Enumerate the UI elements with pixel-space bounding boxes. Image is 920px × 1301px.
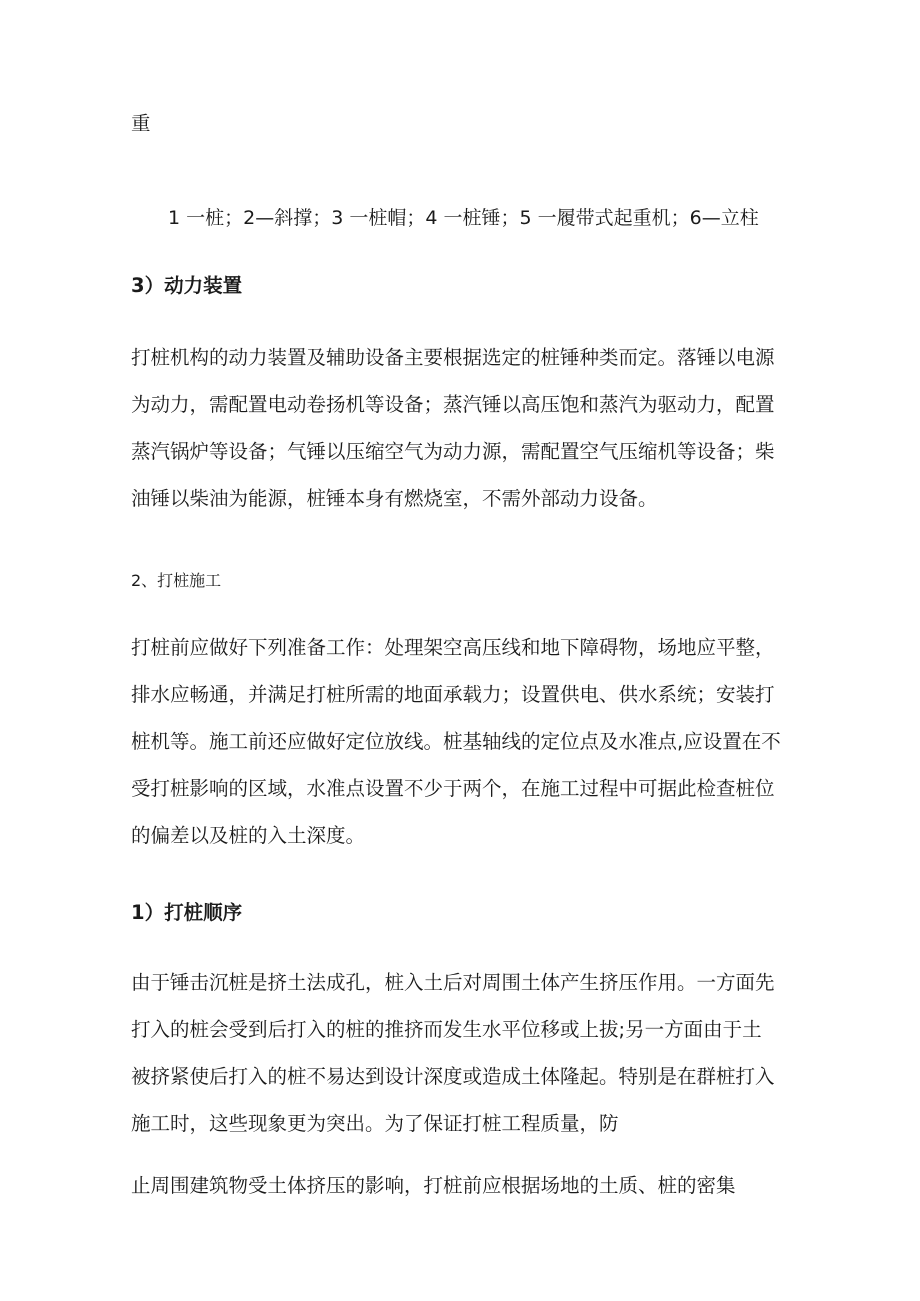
paragraph-line: 为动力，需配置电动卷扬机等设备；蒸汽锤以高压饱和蒸汽为驱动力，配置 bbox=[131, 393, 775, 416]
paragraph-line: 止周围建筑物受土体挤压的影响，打桩前应根据场地的土质、桩的密集 bbox=[131, 1174, 736, 1197]
paragraph-line: 排水应畅通，并满足打桩所需的地面承载力；设置供电、供水系统；安装打 bbox=[131, 683, 775, 706]
paragraph-line: 桩机等。施工前还应做好定位放线。桩基轴线的定位点及水准点,应设置在不 bbox=[131, 730, 781, 753]
text-fragment: 重 bbox=[131, 112, 151, 135]
paragraph-line: 受打桩影响的区域，水准点设置不少于两个，在施工过程中可据此检查桩位 bbox=[131, 777, 775, 800]
paragraph-line: 的偏差以及桩的入土深度。 bbox=[131, 824, 366, 847]
paragraph-line: 油锤以柴油为能源，桩锤本身有燃烧室，不需外部动力设备。 bbox=[131, 487, 658, 510]
paragraph-line: 由于锤击沉桩是挤土法成孔，桩入土后对周围土体产生挤压作用。一方面先 bbox=[131, 971, 775, 994]
section-heading-order: 1）打桩顺序 bbox=[131, 901, 243, 924]
section-heading-piling: 2、打桩施工 bbox=[131, 571, 222, 590]
paragraph-line: 蒸汽锅炉等设备；气锤以压缩空气为动力源，需配置空气压缩机等设备；柴 bbox=[131, 440, 775, 463]
paragraph-line: 打桩机构的动力装置及辅助设备主要根据选定的桩锤种类而定。落锤以电源 bbox=[131, 346, 775, 369]
section-heading-power: 3）动力装置 bbox=[131, 274, 243, 297]
paragraph-line: 打桩前应做好下列准备工作：处理架空高压线和地下障碍物，场地应平整， bbox=[131, 636, 775, 659]
paragraph-line: 施工时，这些现象更为突出。为了保证打桩工程质量，防 bbox=[131, 1112, 619, 1135]
paragraph-line: 被挤紧使后打入的桩不易达到设计深度或造成土体隆起。特别是在群桩打入 bbox=[131, 1065, 775, 1088]
figure-caption: 1 一桩；2—斜撑；3 一桩帽；4 一桩锤；5 一履带式起重机；6—立柱 bbox=[168, 207, 759, 229]
paragraph-line: 打入的桩会受到后打入的桩的推挤而发生水平位移或上拔;另一方面由于土 bbox=[131, 1018, 762, 1041]
